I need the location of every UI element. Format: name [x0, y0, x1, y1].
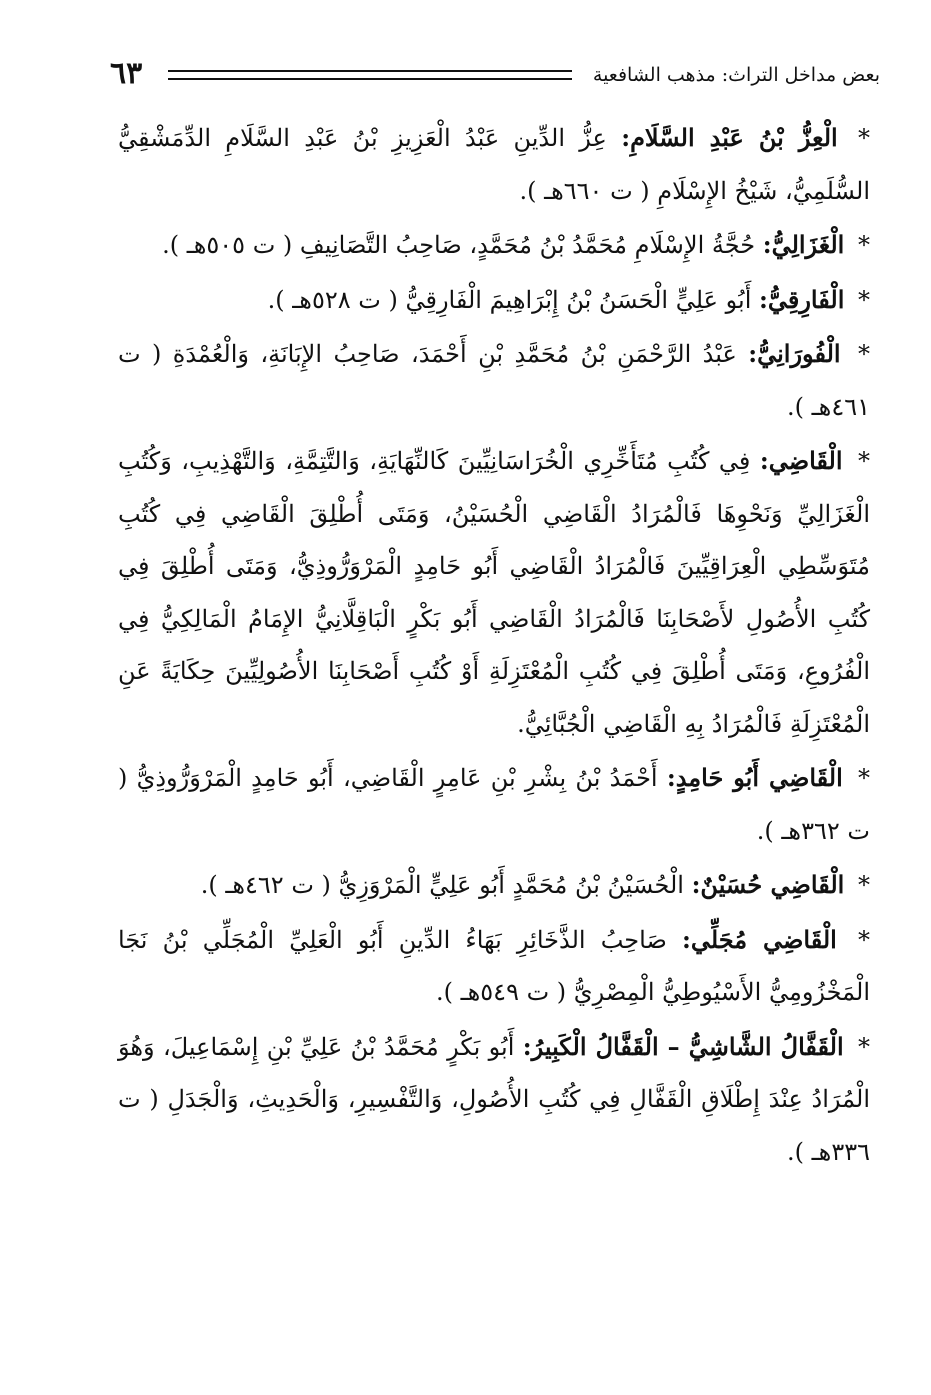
- entry-qadi-husayn: [118, 859, 870, 912]
- bullet-star: *: [858, 285, 870, 314]
- bullet-star: *: [858, 447, 870, 475]
- entry-qadi-abu-hamid: [118, 752, 870, 857]
- bullet-star: *: [857, 1032, 870, 1061]
- page-body: [118, 112, 870, 1178]
- bullet-star: *: [858, 340, 870, 368]
- entry-definition: أَبُو عَلِيٍّ الْحَسَنُ بْنُ إِبْرَاهِيمَ الْفَارِقِيُّ ( ت ٥٢٨هـ ).: [267, 285, 752, 314]
- bullet-star: *: [858, 764, 870, 792]
- entry-ghazali: [118, 219, 870, 272]
- entry-definition: أَحْمَدُ بْنُ بِشْرِ بْنِ عَامِرٍ الْقَاضِي، أَبُو حَامِدٍ الْمَرْوَرُّوذِيُّ ( ت ٣٦٢هـ ).: [118, 764, 870, 845]
- entry-term: الْقَاضِي:: [759, 446, 843, 475]
- entry-term: الْفُورَانِيُّ:: [748, 339, 841, 368]
- entry-izz-ibn-abd-al-salam: [118, 112, 870, 217]
- entry-qadi: [118, 435, 870, 750]
- header-double-rule: [168, 70, 572, 80]
- entry-fariqi: [118, 274, 870, 327]
- entry-furani: [118, 328, 870, 433]
- running-title: بعض مداخل التراث: مذهب الشافعية: [592, 64, 880, 86]
- bullet-star: *: [858, 925, 870, 954]
- entry-qaffal-shashi: [118, 1021, 870, 1179]
- entry-term: الْفَارِقِيُّ:: [759, 284, 845, 314]
- entry-term: الْغَزَالِيُّ:: [762, 230, 845, 259]
- entry-term: الْقَاضِي أَبُو حَامِدٍ:: [666, 763, 843, 792]
- entry-definition: حُجَّةُ الإِسْلَامِ مُحَمَّدُ بْنُ مُحَمَّدٍ، صَاحِبُ التَّصَانِيفِ ( ت ٥٠٥هـ ).: [162, 231, 756, 259]
- entry-term: الْقَاضِي حُسَيْنٌ:: [691, 870, 845, 899]
- bullet-star: *: [858, 871, 870, 899]
- entry-definition: الْحُسَيْنُ بْنُ مُحَمَّدٍ أَبُو عَلِيٍّ الْمَرْوَزِيُّ ( ت ٤٦٢هـ ).: [200, 871, 684, 899]
- page-number: ٦٣: [110, 56, 143, 91]
- entry-qadi-mujalli: [118, 914, 870, 1019]
- entry-definition: صَاحِبُ الذَّخَائِرِ بَهَاءُ الدِّينِ أَبُو الْعَلِيِّ الْمُجَلِّي بْنُ نَجَا الْمَخْزُومِيُّ الأَسْيُوطِيُّ الْمِصْرِيُّ ( ت ٥٤٩هـ ).: [118, 925, 870, 1006]
- entry-term: الْعِزُّ بْنُ عَبْدِ السَّلَامِ:: [621, 123, 838, 152]
- entry-term: الْقَفَّالُ الشَّاشِيُّ – الْقَفَّالُ الْكَبِيرُ:: [522, 1031, 844, 1061]
- bullet-star: *: [858, 124, 871, 152]
- bullet-star: *: [858, 231, 870, 259]
- entry-definition: عِزُّ الدِّينِ عَبْدُ الْعَزِيزِ بْنُ عَبْدِ السَّلَامِ الدِّمَشْقِيُّ السُّلَمِيُّ، شَيْخُ الإِسْلَامِ ( ت ٦٦٠هـ ).: [118, 124, 870, 205]
- entry-definition: عَبْدُ الرَّحْمَنِ بْنُ مُحَمَّدِ بْنِ أَحْمَدَ، صَاحِبُ الإِبَانَةِ، وَالْعُمْدَةِ ( ت ٤٦١هـ ).: [118, 340, 870, 421]
- page-header: [110, 56, 880, 100]
- entry-term: الْقَاضِي مُجَلِّي:: [681, 924, 837, 954]
- entry-definition: أَبُو بَكْرٍ مُحَمَّدُ بْنُ عَلِيِّ بْنِ إِسْمَاعِيلَ، وَهُوَ الْمُرَادُ عِنْدَ إِطْلَاقِ الْقَفَّالِ فِي كُتُبِ الأُصُولِ، وَالتَّفْسِيرِ، وَالْحَدِيثِ، وَالْجَدَلِ ( ت ٣٣٦هـ ).: [118, 1032, 870, 1166]
- entry-definition: فِي كُتُبِ مُتَأَخِّرِي الْخُرَاسَانِيِّينَ كَالنِّهَايَةِ، وَالتَّتِمَّةِ، وَالتَّهْذِيبِ، وَكُتُبِ الْغَزَالِيِّ وَنَحْوِهَا فَالْمُرَادُ الْقَاضِي الْحُسَيْنُ، وَمَتَى أُطْلِقَ الْقَاضِي فِي كُتُبِ مُتَوَسِّطِي الْعِرَاقِيِّينَ فَالْمُرَادُ الْقَاضِي أَبُو حَامِدٍ الْمَرْوَرُّوذِيُّ، وَمَتَى أُطْلِقَ فِي كُتُبِ الأُصُولِ لأَصْحَابِنَا فَالْمُرَادُ الْقَاضِي أَبُو بَكْرٍ الْبَاقِلَّانِيُّ الإِمَامُ الْمَالِكِيُّ فِي الْفُرُوعِ، وَمَتَى أُطْلِقَ فِي كُتُبِ الْمُعْتَزِلَةِ أَوْ كُتُبِ أَصْحَابِنَا الأُصُولِيِّينَ حِكَايَةً عَنِ الْمُعْتَزِلَةِ فَالْمُرَادُ بِهِ الْقَاضِي الْجُبَّائِيُّ.: [118, 447, 870, 738]
